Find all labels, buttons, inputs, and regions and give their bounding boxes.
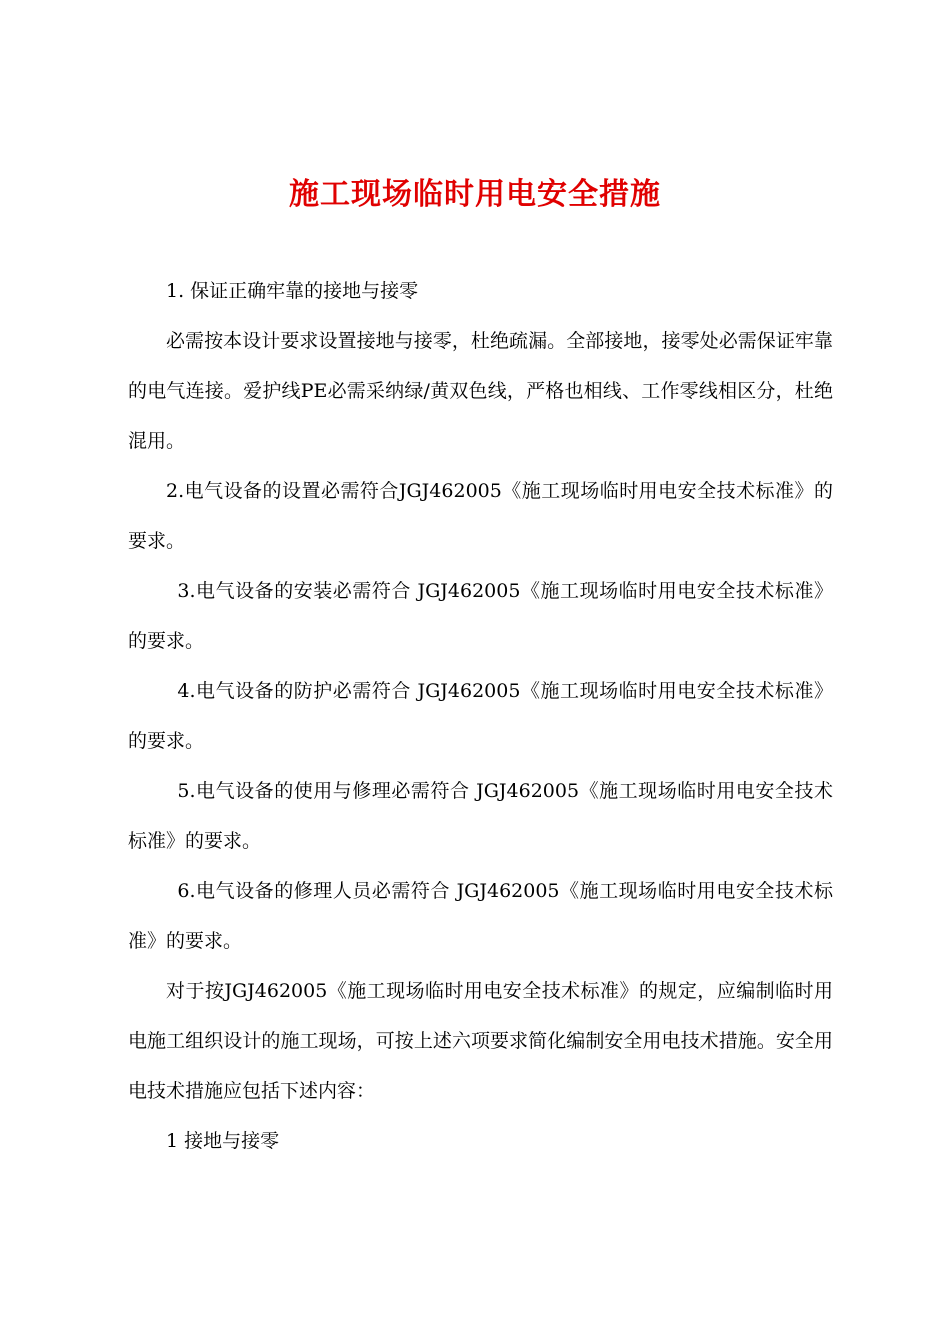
paragraph-9: 1 接地与接零 [166,1130,280,1152]
paragraph-3: 2.电气设备的设置必需符合JGJ462005《施工现场临时用电安全技术标准》的要求。 [128,480,833,552]
document-title: 施工现场临时用电安全措施 [289,177,661,212]
paragraph-2: 必需按本设计要求设置接地与接零，杜绝疏漏。全部接地，接零处必需保证牢靠的电气连接。爱护线PE必需采纳绿/黄双色线，严格也相线、工作零线相区分，杜绝混用。 [128,330,833,452]
paragraph-6: 5.电气设备的使用与修理必需符合 JGJ462005《施工现场临时用电安全技术标准》的要求。 [128,780,833,852]
paragraph-1: 1. 保证正确牢靠的接地与接零 [166,280,419,302]
paragraph-5: 4.电气设备的防护必需符合 JGJ462005《施工现场临时用电安全技术标准》的要求。 [128,680,833,752]
paragraph-7: 6.电气设备的修理人员必需符合 JGJ462005《施工现场临时用电安全技术标准》的要求。 [128,880,833,952]
paragraph-8: 对于按JGJ462005《施工现场临时用电安全技术标准》的规定，应编制临时用电施工组织设计的施工现场，可按上述六项要求简化编制安全用电技术措施。安全用电技术措施应包括下述内容： [128,980,833,1102]
paragraph-4: 3.电气设备的安装必需符合 JGJ462005《施工现场临时用电安全技术标准》的要求。 [128,580,833,652]
document-body [128,266,833,1166]
